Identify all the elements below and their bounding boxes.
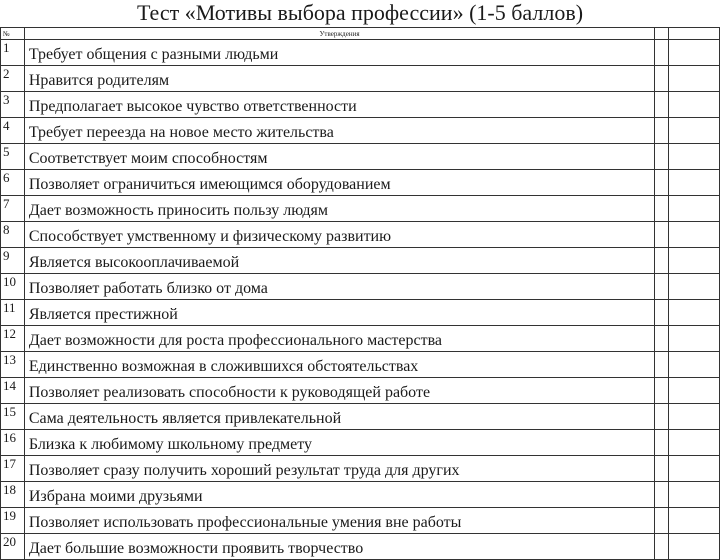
spacer-cell <box>655 326 669 352</box>
row-number: 13 <box>1 352 25 378</box>
table-row <box>1 144 720 170</box>
score-cell[interactable] <box>668 508 719 534</box>
statement-column-header: Утверждения <box>24 28 654 40</box>
table-row <box>1 248 720 274</box>
row-number: 20 <box>1 534 25 560</box>
statement-text: Сама деятельность является привлекательной <box>24 404 654 430</box>
score-cell[interactable] <box>668 378 719 404</box>
row-number: 16 <box>1 430 25 456</box>
table-row <box>1 300 720 326</box>
table-row <box>1 404 720 430</box>
spacer-cell <box>655 378 669 404</box>
score-cell[interactable] <box>668 326 719 352</box>
spacer-cell <box>655 508 669 534</box>
spacer-cell <box>655 352 669 378</box>
score-cell[interactable] <box>668 456 719 482</box>
row-number: 15 <box>1 404 25 430</box>
spacer-cell <box>655 92 669 118</box>
statement-text: Позволяет работать близко от дома <box>24 274 654 300</box>
spacer-cell <box>655 40 669 66</box>
row-number: 5 <box>1 144 25 170</box>
statement-text: Соответствует моим способностям <box>24 144 654 170</box>
statement-text: Требует общения с разными людьми <box>24 40 654 66</box>
statement-text: Позволяет ограничиться имеющимся оборудованием <box>24 170 654 196</box>
row-number: 10 <box>1 274 25 300</box>
statement-text: Избрана моими друзьями <box>24 482 654 508</box>
score-cell[interactable] <box>668 196 719 222</box>
score-cell[interactable] <box>668 144 719 170</box>
statement-text: Дает возможности для роста профессионального мастерства <box>24 326 654 352</box>
spacer-cell <box>655 196 669 222</box>
score-cell[interactable] <box>668 248 719 274</box>
row-number: 18 <box>1 482 25 508</box>
score-cell[interactable] <box>668 352 719 378</box>
row-number: 4 <box>1 118 25 144</box>
survey-table <box>0 27 720 560</box>
score-cell[interactable] <box>668 66 719 92</box>
spacer-cell <box>655 300 669 326</box>
table-row <box>1 534 720 560</box>
statement-text: Позволяет сразу получить хороший результат труда для других <box>24 456 654 482</box>
spacer-cell <box>655 430 669 456</box>
statement-text: Позволяет реализовать способности к руководящей работе <box>24 378 654 404</box>
score-cell[interactable] <box>668 404 719 430</box>
spacer-cell <box>655 404 669 430</box>
spacer-cell <box>655 456 669 482</box>
statement-text: Дает большие возможности проявить творчество <box>24 534 654 560</box>
statement-text: Нравится родителям <box>24 66 654 92</box>
score-cell[interactable] <box>668 118 719 144</box>
table-row <box>1 508 720 534</box>
table-row <box>1 92 720 118</box>
row-number: 19 <box>1 508 25 534</box>
table-row <box>1 378 720 404</box>
score-cell[interactable] <box>668 92 719 118</box>
statement-text: Позволяет использовать профессиональные умения вне работы <box>24 508 654 534</box>
spacer-cell <box>655 170 669 196</box>
spacer-cell <box>655 66 669 92</box>
table-row <box>1 352 720 378</box>
spacer-cell <box>655 144 669 170</box>
score-cell[interactable] <box>668 300 719 326</box>
score-cell[interactable] <box>668 40 719 66</box>
table-row <box>1 66 720 92</box>
spacer-cell <box>655 118 669 144</box>
score-cell[interactable] <box>668 222 719 248</box>
spacer-cell <box>655 274 669 300</box>
score-column-header <box>668 28 719 40</box>
table-row <box>1 456 720 482</box>
row-number: 14 <box>1 378 25 404</box>
table-row <box>1 274 720 300</box>
row-number: 9 <box>1 248 25 274</box>
table-row <box>1 430 720 456</box>
table-row <box>1 170 720 196</box>
spacer-cell <box>655 248 669 274</box>
spacer-column-header <box>655 28 669 40</box>
spacer-cell <box>655 222 669 248</box>
statement-text: Способствует умственному и физическому развитию <box>24 222 654 248</box>
row-number: 1 <box>1 40 25 66</box>
row-number: 12 <box>1 326 25 352</box>
table-row <box>1 326 720 352</box>
table-row <box>1 482 720 508</box>
statement-text: Является высокооплачиваемой <box>24 248 654 274</box>
statement-text: Требует переезда на новое место жительства <box>24 118 654 144</box>
statement-text: Близка к любимому школьному предмету <box>24 430 654 456</box>
row-number: 3 <box>1 92 25 118</box>
statement-text: Предполагает высокое чувство ответственности <box>24 92 654 118</box>
score-cell[interactable] <box>668 274 719 300</box>
score-cell[interactable] <box>668 534 719 560</box>
score-cell[interactable] <box>668 482 719 508</box>
score-cell[interactable] <box>668 170 719 196</box>
spacer-cell <box>655 482 669 508</box>
row-number: 8 <box>1 222 25 248</box>
row-number: 11 <box>1 300 25 326</box>
number-column-header: № <box>1 28 25 40</box>
table-row <box>1 222 720 248</box>
row-number: 6 <box>1 170 25 196</box>
row-number: 7 <box>1 196 25 222</box>
statement-text: Единственно возможная в сложившихся обстоятельствах <box>24 352 654 378</box>
statement-text: Является престижной <box>24 300 654 326</box>
survey-table-body <box>1 28 720 560</box>
table-header-row <box>1 28 720 40</box>
table-row <box>1 118 720 144</box>
table-row <box>1 40 720 66</box>
row-number: 2 <box>1 66 25 92</box>
row-number: 17 <box>1 456 25 482</box>
table-row <box>1 196 720 222</box>
statement-text: Дает возможность приносить пользу людям <box>24 196 654 222</box>
spacer-cell <box>655 534 669 560</box>
page-title: Тест «Мотивы выбора профессии» (1-5 баллов) <box>136 0 584 25</box>
score-cell[interactable] <box>668 430 719 456</box>
